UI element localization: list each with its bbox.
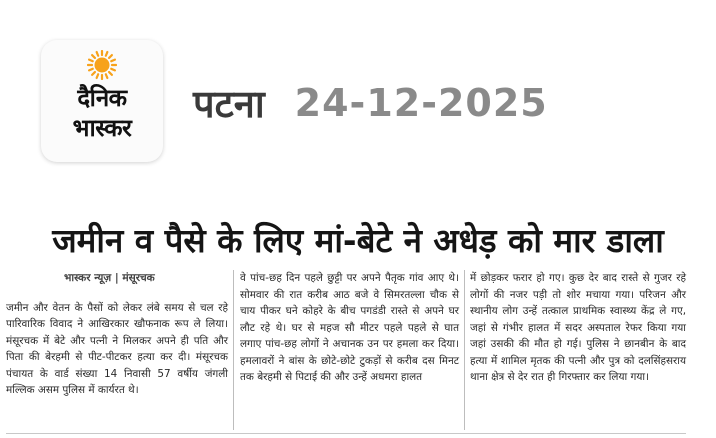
logo-text-line1: दैनिक xyxy=(77,84,127,112)
sun-ray xyxy=(89,69,93,71)
article-paragraph-2: वे पांच-छह दिन पहले छुट्टी पर अपने पैतृक गांव आए थे। सोमवार की रात करीब आठ बजे वे सिमरतल्ला चौक से चाय पीकर घने कोहरे के बीच पगडंडी रास्ते से अपने घर लौट रहे थे। घर से महज सौ मीटर पहले पहले से घात लगाए पांच-छह लोगों ने अचानक उन पर हमला कर दिया। हमलावरों ने बांस के छोटे-छोटे टुकड़ों से करीब दस मिनट तक बेरहमी से पिटाई की और उन्हें अधमरा हालत xyxy=(240,272,459,383)
masthead xyxy=(193,78,548,128)
sun-ray xyxy=(109,72,112,75)
article-column-1 xyxy=(6,270,228,399)
sun-ray xyxy=(97,52,99,56)
article-paragraph-1: जमीन और वेतन के पैसों को लेकर लंबे समय से चल रहे पारिवारिक विवाद ने आखिरकार खौफनाक रूप ले लिया। मंसूरचक में बेटे और पत्नी ने मिलकर अपने ही पति और पिता की बेरहमी से पीट-पीटकर हत्या कर दी। मंसूरचक पंचायत के वार्ड संख्या 14 निवासी 57 वर्षीय जंगली मल्लिक असम पुलिस में कार्यरत थे। xyxy=(6,301,228,396)
article-column-2 xyxy=(240,270,459,386)
logo-text-line2: भास्कर xyxy=(72,114,132,142)
newspaper-logo xyxy=(41,40,163,162)
sun-ray xyxy=(92,55,95,58)
sun-ray xyxy=(92,72,95,75)
sun-ray xyxy=(89,60,93,62)
sun-ray xyxy=(111,69,115,71)
sun-ray xyxy=(111,60,115,62)
edition-city: पटना xyxy=(193,82,265,126)
article-byline: भास्कर न्यूज़ | मंसूरचक xyxy=(64,272,155,284)
bottom-divider xyxy=(6,433,686,434)
article-paragraph-3: में छोड़कर फरार हो गए। कुछ देर बाद रास्ते से गुजर रहे लोगों की नजर पड़ी तो शोर मचाया गया। परिजन और स्थानीय लोग उन्हें तत्काल प्राथमिक स्वास्थ्य केंद्र ले गए, जहां से गंभीर हालत में सदर अस्पताल रेफर किया गया जहां उसकी की मौत हो गई। पुलिस ने छानबीन के बाद हत्या में शामिल मृतक की पत्नी और पुत्र को दलसिंहसराय थाना क्षेत्र से देर रात ही गिरफ्तार कर लिया गया। xyxy=(470,272,686,383)
article-headline: जमीन व पैसे के लिए मां-बेटे ने अधेड़ को मार डाला xyxy=(52,221,664,260)
column-divider xyxy=(233,270,234,430)
sun-ray xyxy=(109,55,112,58)
sun-ray xyxy=(106,74,108,78)
sun-icon xyxy=(87,50,117,80)
article-column-3 xyxy=(470,270,686,386)
edition-date: 24-12-2025 xyxy=(294,81,548,125)
column-divider xyxy=(464,270,465,430)
sun-ray xyxy=(106,52,108,56)
sun-ray xyxy=(97,74,99,78)
